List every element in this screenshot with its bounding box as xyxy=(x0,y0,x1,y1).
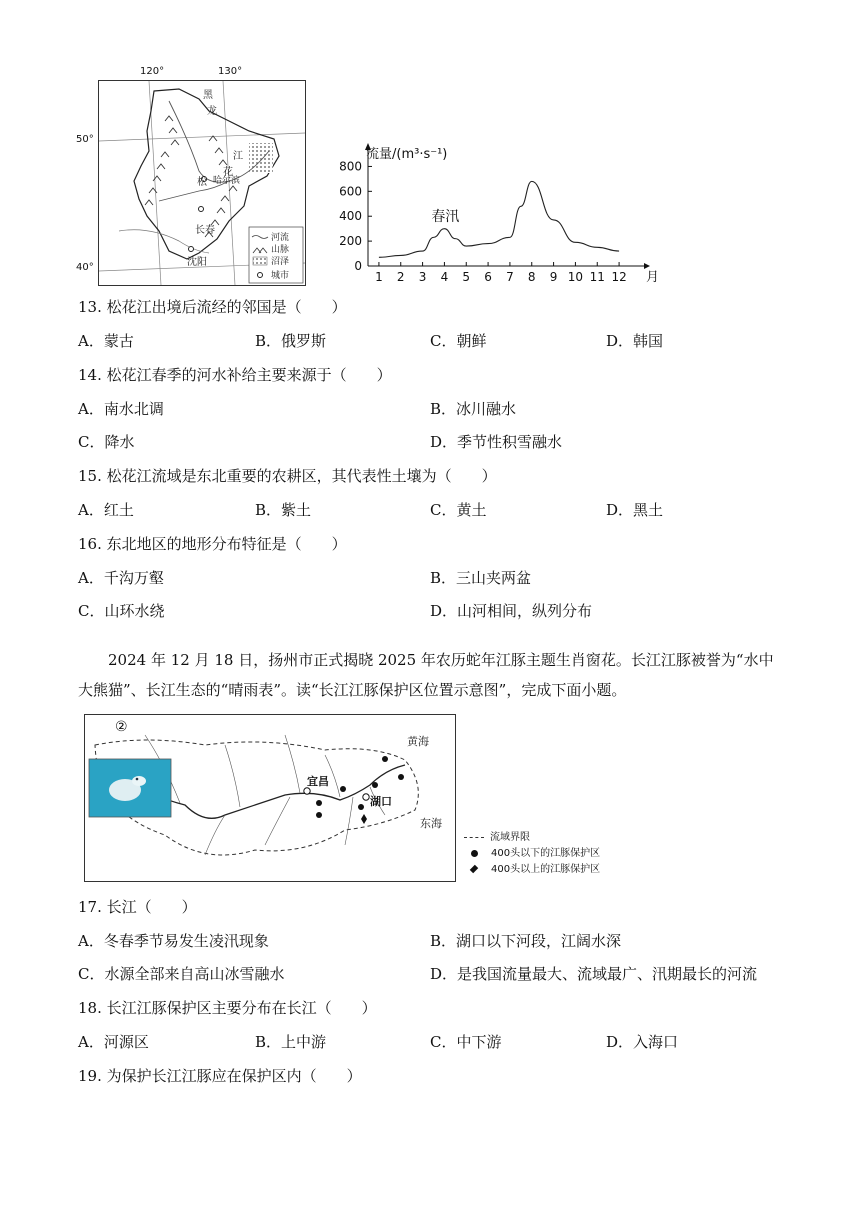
question-stem: 14. 松花江春季的河水补给主要来源于（ ） xyxy=(78,366,392,384)
answer-option[interactable]: A．河源区 xyxy=(78,1033,149,1051)
svg-text:沼泽: 沼泽 xyxy=(271,257,290,267)
answer-option[interactable]: C．山环水绕 xyxy=(78,602,165,620)
small-reserve-dots xyxy=(316,756,404,818)
diamond-icon xyxy=(470,865,478,873)
svg-text:山脉: 山脉 xyxy=(271,245,290,255)
x-tick-label: 8 xyxy=(527,270,536,284)
answer-option[interactable]: D．入海口 xyxy=(606,1033,679,1051)
question-stem: 16. 东北地区的地形分布特征是（ ） xyxy=(78,535,347,553)
label-shenyang: 沈阳 xyxy=(187,257,207,268)
label-long: 龙 xyxy=(207,106,217,117)
x-tick-label: 1 xyxy=(375,270,383,284)
x-tick-label: 10 xyxy=(567,270,584,284)
dashed-line-icon xyxy=(464,837,484,838)
answer-option[interactable]: A．千沟万壑 xyxy=(78,569,164,587)
city-circle xyxy=(189,247,194,252)
spring-flood-annotation: 春汛 xyxy=(431,209,460,226)
question-stem: 13. 松花江出境后流经的邻国是（ ） xyxy=(78,298,347,316)
x-tick-label: 7 xyxy=(506,270,514,284)
answer-option[interactable]: B．紫土 xyxy=(255,501,312,519)
city-circle xyxy=(199,207,204,212)
answer-option[interactable]: A．红土 xyxy=(78,501,134,519)
songhua-map-drawing xyxy=(99,81,305,285)
x-tick-label: 4 xyxy=(440,270,449,284)
yangtze-legend xyxy=(464,830,600,878)
label-yellow-sea: 黄海 xyxy=(407,735,429,748)
svg-text:城市: 城市 xyxy=(271,271,290,281)
label-east-sea: 东海 xyxy=(420,817,442,830)
label-harbin: 哈尔滨 xyxy=(213,176,241,186)
label-song: 松 xyxy=(197,177,207,188)
answer-option[interactable]: B．湖口以下河段，江阔水深 xyxy=(430,932,622,950)
x-tick-label: 6 xyxy=(484,270,492,284)
answer-option[interactable]: C．水源全部来自高山冰雪融水 xyxy=(78,965,285,983)
answer-option[interactable]: D．山河相间，纵列分布 xyxy=(430,602,593,620)
dot-icon xyxy=(471,850,478,857)
lon-label-130: 130° xyxy=(218,66,243,77)
y-tick-label: 600 xyxy=(339,184,362,199)
answer-option[interactable]: C．朝鲜 xyxy=(430,332,487,350)
x-tick-label: 9 xyxy=(549,270,558,284)
label-yichang: 宜昌 xyxy=(307,775,329,788)
answer-option[interactable]: C．黄土 xyxy=(430,501,487,519)
yangtze-map-drawing xyxy=(85,715,455,881)
songhua-map xyxy=(98,80,306,286)
label-changchun: 长春 xyxy=(195,225,215,236)
answer-option[interactable]: A．南水北调 xyxy=(78,400,164,418)
yichang-circle xyxy=(304,788,310,794)
answer-option[interactable]: B．三山夹两盆 xyxy=(430,569,532,587)
legend-row: 400头以上的江豚保护区 xyxy=(464,862,600,878)
lat-label-50: 50° xyxy=(76,134,94,145)
reading-passage: 2024 年 12 月 18 日，扬州市正式揭晓 2025 年农历蛇年江豚主题生肖窗花。长江江豚被誉为“水中大熊猫”、长江生态的“晴雨表”。读“长江江豚保护区位置示意图”，完成下面小题。 xyxy=(78,651,774,699)
answer-option[interactable]: B．冰川融水 xyxy=(430,400,517,418)
yangtze-map xyxy=(84,714,456,882)
y-tick-label: 400 xyxy=(339,209,362,224)
y-tick-label: 800 xyxy=(339,159,362,174)
y-axis-label: 流量/(m³·s⁻¹) xyxy=(366,147,448,162)
answer-option[interactable]: A．冬春季节易发生凌汛现象 xyxy=(78,932,269,950)
answer-option[interactable]: A．蒙古 xyxy=(78,332,134,350)
label-jiang: 江 xyxy=(233,151,243,162)
x-tick-label: 11 xyxy=(589,270,605,284)
answer-option[interactable]: B．俄罗斯 xyxy=(255,332,327,350)
question-stem: 19. 为保护长江江豚应在保护区内（ ） xyxy=(78,1067,362,1085)
x-tick-label: 12 xyxy=(611,270,627,284)
lon-label-120: 120° xyxy=(140,66,165,77)
answer-option[interactable]: D．是我国流量最大、流域最广、汛期最长的河流 xyxy=(430,965,758,983)
x-axis-arrow xyxy=(644,263,650,269)
x-tick-label: 3 xyxy=(418,270,427,284)
x-tick-label: 2 xyxy=(396,270,405,284)
answer-option[interactable]: D．韩国 xyxy=(606,332,664,350)
y-tick-label: 0 xyxy=(354,259,362,273)
x-tick-label: 5 xyxy=(462,270,471,284)
label-hei: 黑 xyxy=(203,90,213,101)
city-circle-icon xyxy=(258,273,263,278)
legend-row: 流域界限 xyxy=(464,830,600,846)
answer-option[interactable]: C．降水 xyxy=(78,433,135,451)
answer-option[interactable]: B．上中游 xyxy=(255,1033,327,1051)
large-reserve-diamond xyxy=(361,814,367,824)
y-tick-label: 200 xyxy=(339,234,362,249)
answer-option[interactable]: D．黑土 xyxy=(606,501,664,519)
label-hua: 花 xyxy=(223,167,233,178)
lat-label-40: 40° xyxy=(76,262,94,273)
flow-series-line xyxy=(379,181,619,257)
flow-chart xyxy=(330,140,660,288)
question-stem: 17. 长江（ ） xyxy=(78,898,197,916)
legend-row: 400头以下的江豚保护区 xyxy=(464,846,600,862)
question-stem: 18. 长江江豚保护区主要分布在长江（ ） xyxy=(78,999,377,1017)
answer-option[interactable]: D．季节性积雪融水 xyxy=(430,433,563,451)
answer-option[interactable]: C．中下游 xyxy=(430,1033,502,1051)
question-stem: 15. 松花江流域是东北重要的农耕区，其代表性土壤为（ ） xyxy=(78,467,497,485)
svg-text:河流: 河流 xyxy=(271,233,290,243)
swamp-pattern-icon xyxy=(253,257,267,265)
x-axis-unit: 月 xyxy=(646,270,660,285)
hukou-circle xyxy=(363,794,369,800)
map-marker: ② xyxy=(115,719,128,735)
map-legend xyxy=(249,227,303,283)
label-hukou: 湖口 xyxy=(370,795,392,808)
